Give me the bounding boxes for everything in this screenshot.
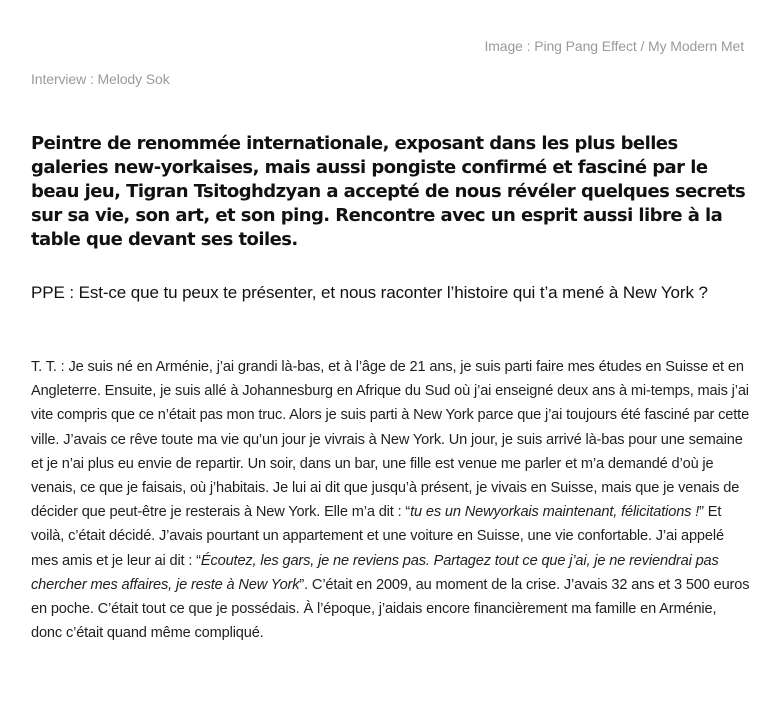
interview-credit: Interview : Melody Sok — [31, 71, 170, 87]
answer-text-part-2: ” Et voilà, c’était décidé. J’avais pourtant un appartement et une voiture en Suisse, une vie confortable. J’ai appelé mes amis et je leur ai dit : “ — [31, 504, 724, 569]
interview-question: PPE : Est-ce que tu peux te présenter, et nous raconter l’histoire qui t’a mené à New York ? — [31, 283, 708, 302]
answer-text-part-1: T. T. : Je suis né en Arménie, j’ai grandi là-bas, et à l’âge de 21 ans, je suis parti faire mes études en Suisse et en Angleterre. Ensuite, je suis allé à Johannesburg en Afrique du Sud où j’ai enseigné deux ans à mi-temps, mais j’ai vite compris que ce n’était pas mon truc. Alors je suis parti à New York parce que j’ai toujours été fasciné par cette ville. J’avais ce rêve toute ma vie qu’un jour je vivrais à New York. Un jour, je suis arrivé là-bas pour une semaine et je n’ai plus eu envie de repartir. Un soir, dans un bar, une fille est venue me parler et m’a demandé d’où je venais, ce que je faisais, où j’habitais. Je lui ai dit que jusqu’à présent, je vivais en Suisse, mais que je venais de décider que peut-être je resterais à New York. Elle m’a dit : “ — [31, 359, 750, 521]
interview-answer — [31, 355, 751, 645]
answer-quote-2: Écoutez, les gars, je ne reviens pas. Partagez tout ce que j’ai, je ne reviendrai pas chercher mes affaires, je reste à New York — [31, 552, 719, 593]
article-lead: Peintre de renommée internationale, exposant dans les plus belles galeries new-yorkaises, mais aussi pongiste confirmé et fasciné par le beau jeu, Tigran Tsitoghdzyan a accepté de nous révéler quelques secrets sur sa vie, son art, et son ping. Rencontre avec un esprit aussi libre à la table que devant ses toiles. — [31, 133, 746, 250]
answer-text-part-3: ”. C’était en 2009, au moment de la crise. J’avais 32 ans et 3 500 euros en poche. C’était tout ce que je possédais. À l’époque, j’aidais encore financièrement ma famille en Arménie, donc c’était quand même compliqué. — [31, 576, 750, 642]
answer-quote-1: tu es un Newyorkais maintenant, félicitations ! — [410, 504, 700, 521]
image-credit: Image : Ping Pang Effect / My Modern Met — [484, 38, 744, 54]
